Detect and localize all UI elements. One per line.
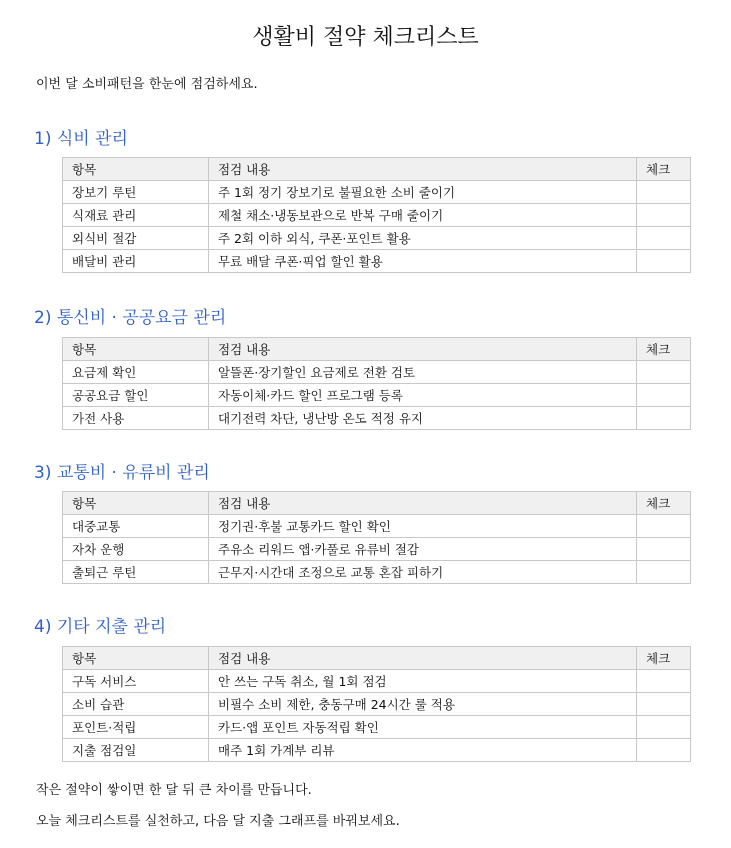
check-box[interactable] (637, 693, 690, 715)
check-cell[interactable] (637, 561, 691, 584)
check-box[interactable] (637, 227, 690, 249)
table-row (63, 407, 691, 430)
section-title-transport: 3) 교통비 · 유류비 관리 (34, 463, 210, 483)
row-item: 식재료 관리 (63, 204, 209, 227)
check-cell[interactable] (637, 384, 691, 407)
closing-text-1: 작은 절약이 쌓이면 한 달 뒤 큰 차이를 만듭니다. (36, 783, 312, 798)
section-title-other: 4) 기타 지출 관리 (34, 617, 167, 637)
table-row (63, 561, 691, 584)
page-title: 생활비 절약 체크리스트 (252, 25, 479, 50)
header-item: 항목 (63, 158, 209, 181)
row-item: 자차 운행 (63, 538, 209, 561)
table-header-row (63, 647, 691, 670)
check-cell[interactable] (637, 693, 691, 716)
row-item: 장보기 루틴 (63, 181, 209, 204)
row-content: 안 쓰는 구독 취소, 월 1회 점검 (209, 670, 637, 693)
table-row (63, 227, 691, 250)
checklist-table-transport (62, 491, 691, 584)
check-cell[interactable] (637, 361, 691, 384)
header-item: 항목 (63, 647, 209, 670)
check-box[interactable] (637, 384, 690, 406)
check-box[interactable] (637, 561, 690, 583)
row-content: 주유소 리워드 앱·카풀로 유류비 절감 (209, 538, 637, 561)
header-check: 체크 (637, 647, 691, 670)
check-cell[interactable] (637, 739, 691, 762)
row-item: 소비 습관 (63, 693, 209, 716)
section-title-utilities: 2) 통신비 · 공공요금 관리 (34, 308, 227, 328)
row-item: 지출 점검일 (63, 739, 209, 762)
table-row (63, 670, 691, 693)
row-content: 제철 채소·냉동보관으로 반복 구매 줄이기 (209, 204, 637, 227)
table-row (63, 538, 691, 561)
check-box[interactable] (637, 181, 690, 203)
check-box[interactable] (637, 670, 690, 692)
check-cell[interactable] (637, 181, 691, 204)
row-item: 배달비 관리 (63, 250, 209, 273)
row-item: 구독 서비스 (63, 670, 209, 693)
header-content: 점검 내용 (209, 647, 637, 670)
check-box[interactable] (637, 515, 690, 537)
table-row (63, 181, 691, 204)
check-cell[interactable] (637, 716, 691, 739)
row-item: 외식비 절감 (63, 227, 209, 250)
table-header-row (63, 158, 691, 181)
row-content: 주 2회 이하 외식, 쿠폰·포인트 활용 (209, 227, 637, 250)
table-header-row (63, 492, 691, 515)
table-row (63, 250, 691, 273)
header-content: 점검 내용 (209, 492, 637, 515)
check-cell[interactable] (637, 538, 691, 561)
header-item: 항목 (63, 338, 209, 361)
check-cell[interactable] (637, 250, 691, 273)
check-cell[interactable] (637, 670, 691, 693)
row-item: 대중교통 (63, 515, 209, 538)
header-check: 체크 (637, 158, 691, 181)
header-item: 항목 (63, 492, 209, 515)
check-cell[interactable] (637, 407, 691, 430)
row-content: 비필수 소비 제한, 충동구매 24시간 룰 적용 (209, 693, 637, 716)
check-box[interactable] (637, 538, 690, 560)
row-item: 공공요금 할인 (63, 384, 209, 407)
check-box[interactable] (637, 250, 690, 272)
header-content: 점검 내용 (209, 338, 637, 361)
row-content: 알뜰폰·장기할인 요금제로 전환 검토 (209, 361, 637, 384)
check-cell[interactable] (637, 227, 691, 250)
checklist-table-utilities (62, 337, 691, 430)
intro-text: 이번 달 소비패턴을 한눈에 점검하세요. (36, 77, 258, 92)
check-box[interactable] (637, 204, 690, 226)
table-row (63, 693, 691, 716)
check-box[interactable] (637, 361, 690, 383)
row-content: 무료 배달 쿠폰·픽업 할인 활용 (209, 250, 637, 273)
row-content: 주 1회 정기 장보기로 불필요한 소비 줄이기 (209, 181, 637, 204)
check-box[interactable] (637, 716, 690, 738)
table-row (63, 361, 691, 384)
check-cell[interactable] (637, 204, 691, 227)
checklist-table-food (62, 157, 691, 273)
row-content: 카드·앱 포인트 자동적립 확인 (209, 716, 637, 739)
row-content: 정기권·후불 교통카드 할인 확인 (209, 515, 637, 538)
row-content: 자동이체·카드 할인 프로그램 등록 (209, 384, 637, 407)
table-row (63, 716, 691, 739)
check-cell[interactable] (637, 515, 691, 538)
row-item: 포인트·적립 (63, 716, 209, 739)
table-row (63, 515, 691, 538)
row-item: 출퇴근 루틴 (63, 561, 209, 584)
row-content: 대기전력 차단, 냉난방 온도 적정 유지 (209, 407, 637, 430)
section-title-food: 1) 식비 관리 (34, 129, 128, 149)
header-check: 체크 (637, 492, 691, 515)
row-content: 매주 1회 가계부 리뷰 (209, 739, 637, 762)
table-row (63, 384, 691, 407)
checklist-table-other (62, 646, 691, 762)
table-row (63, 204, 691, 227)
table-row (63, 739, 691, 762)
row-item: 가전 사용 (63, 407, 209, 430)
table-header-row (63, 338, 691, 361)
row-content: 근무지·시간대 조정으로 교통 혼잡 피하기 (209, 561, 637, 584)
header-check: 체크 (637, 338, 691, 361)
check-box[interactable] (637, 739, 690, 761)
header-content: 점검 내용 (209, 158, 637, 181)
row-item: 요금제 확인 (63, 361, 209, 384)
closing-text-2: 오늘 체크리스트를 실천하고, 다음 달 지출 그래프를 바꿔보세요. (36, 814, 400, 829)
check-box[interactable] (637, 407, 690, 429)
